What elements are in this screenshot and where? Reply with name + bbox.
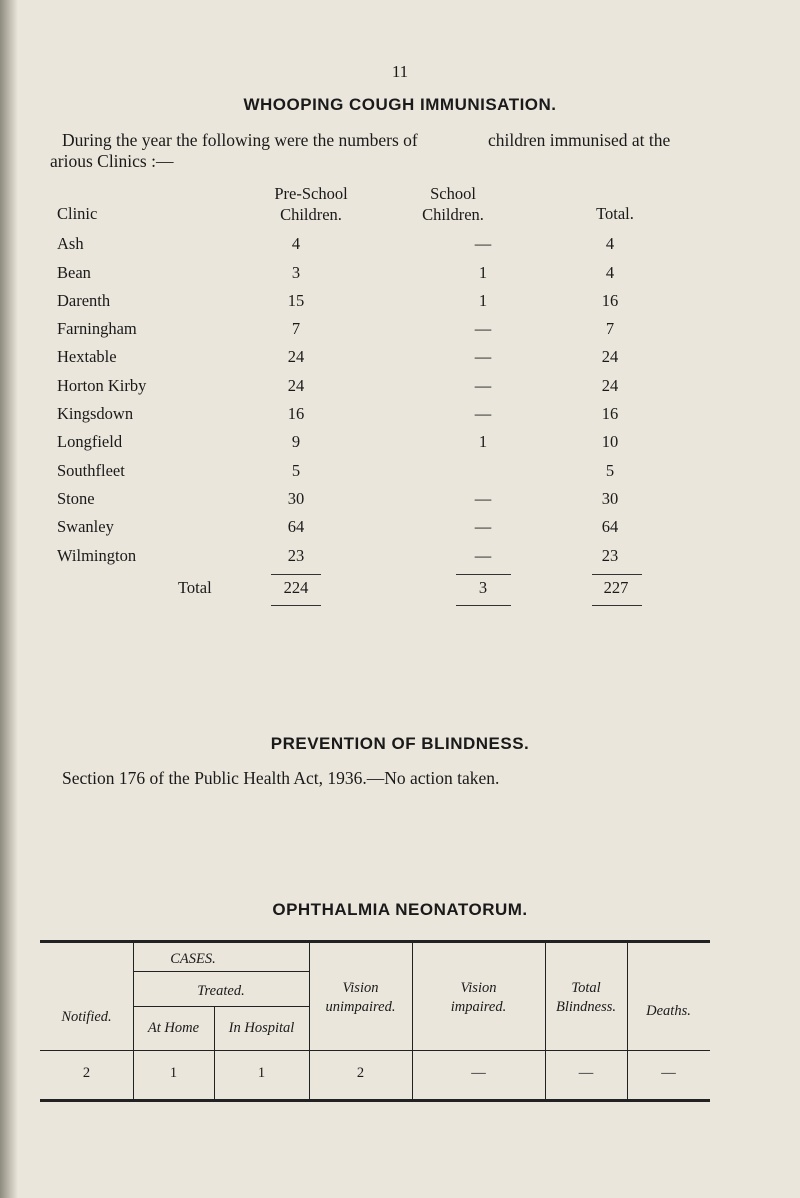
header-total-blindness-line1: Total (571, 980, 601, 996)
table-row (0, 319, 800, 343)
clinic-name: Hextable (57, 347, 117, 366)
clinic-name: Longfield (57, 432, 123, 451)
ophthalmia-table (40, 940, 710, 1103)
header-school-line1: School (430, 184, 476, 203)
header-total: Total. (596, 204, 634, 223)
total-label: Total (178, 578, 212, 597)
clinic-name: Stone (57, 489, 95, 508)
table-row (0, 432, 800, 456)
header-school (388, 183, 518, 225)
pre-school-count: 5 (291, 461, 301, 480)
school-count: 1 (478, 263, 488, 282)
total-count: 64 (601, 517, 619, 536)
clinic-name: Farningham (57, 319, 137, 338)
value-deaths: — (661, 1065, 676, 1081)
value-vision-impaired: — (471, 1065, 486, 1081)
header-cases: CASES. (170, 951, 216, 967)
total-rule-top (271, 574, 321, 575)
school-count: 1 (478, 432, 488, 451)
school-count: — (474, 489, 492, 508)
table-row (0, 234, 800, 258)
pre-school-count: 9 (291, 432, 301, 451)
header-vision-impaired-line2: impaired. (450, 999, 507, 1015)
table-row (0, 404, 800, 428)
school-count: — (474, 234, 492, 253)
total-count: 4 (605, 263, 615, 282)
table-row (0, 517, 800, 541)
total-count: 7 (605, 319, 615, 338)
school-count: — (474, 376, 492, 395)
header-vision-impaired-line1: Vision (460, 980, 497, 996)
pre-school-count: 3 (291, 263, 301, 282)
total-count: 30 (601, 489, 619, 508)
value-at-home: 1 (169, 1065, 178, 1081)
header-deaths: Deaths. (646, 1003, 691, 1019)
header-total-blindness (545, 979, 627, 1017)
value-in-hospital: 1 (257, 1065, 266, 1081)
intro-text-line2: arious Clinics :— (50, 151, 174, 171)
header-vision-unimpaired (309, 979, 412, 1017)
value-notified: 2 (82, 1065, 91, 1081)
school-count: — (474, 347, 492, 366)
total-rule-top (456, 574, 511, 575)
school-count: — (474, 546, 492, 565)
table-row (0, 546, 800, 570)
total-count: 24 (601, 347, 619, 366)
header-pre-school (246, 183, 376, 225)
intro-text-part1: During the year the following were the numbers of (62, 130, 418, 150)
table-row (0, 489, 800, 513)
header-vision-unimpaired-line1: Vision (342, 980, 379, 996)
pre-school-count: 7 (291, 319, 301, 338)
clinic-name: Bean (57, 263, 91, 282)
clinic-name: Horton Kirby (57, 376, 147, 395)
value-total-blindness: — (578, 1065, 594, 1081)
school-count: — (474, 319, 492, 338)
header-school-line2: Children. (422, 205, 484, 224)
table-row (0, 263, 800, 287)
clinic-name: Southfleet (57, 461, 125, 480)
header-pre-school-line1: Pre-School (274, 184, 348, 203)
total-count: 23 (601, 546, 619, 565)
total-rule-bottom (592, 605, 642, 606)
blindness-text: Section 176 of the Public Health Act, 1936.—No action taken. (62, 768, 500, 788)
total-rule-top (592, 574, 642, 575)
total-count: 4 (605, 234, 615, 253)
table-top-border (40, 940, 710, 943)
pre-school-count: 23 (287, 546, 305, 565)
school-count: — (474, 517, 492, 536)
table-row (0, 461, 800, 485)
whooping-cough-heading: WHOOPING COUGH IMMUNISATION. (243, 95, 557, 114)
clinic-name: Wilmington (57, 546, 137, 565)
page-number: 11 (391, 62, 409, 81)
clinic-name: Darenth (57, 291, 111, 310)
header-clinic: Clinic (57, 204, 98, 223)
blindness-heading: PREVENTION OF BLINDNESS. (270, 734, 530, 753)
pre-school-count: 24 (287, 376, 305, 395)
header-notified: Notified. (61, 1009, 112, 1025)
total-count: 24 (601, 376, 619, 395)
clinic-name: Ash (57, 234, 84, 253)
table-row (0, 347, 800, 371)
value-vision-unimpaired: 2 (356, 1065, 365, 1081)
school-count: 1 (478, 291, 488, 310)
table-row (0, 291, 800, 315)
total-pre-school: 224 (283, 578, 309, 597)
grand-total: 227 (603, 578, 629, 597)
table-row (0, 376, 800, 400)
total-rule-bottom (456, 605, 511, 606)
total-count: 5 (605, 461, 615, 480)
header-bottom-rule (40, 1050, 710, 1051)
header-vision-unimpaired-line2: unimpaired. (325, 999, 396, 1015)
intro-text-part2: children immunised at the (488, 130, 671, 150)
header-in-hospital: In Hospital (228, 1020, 295, 1036)
header-pre-school-line2: Children. (280, 205, 342, 224)
pre-school-count: 24 (287, 347, 305, 366)
header-treated: Treated. (197, 983, 245, 999)
cases-rule (133, 971, 309, 972)
table-bottom-border (40, 1099, 710, 1102)
treated-rule (133, 1006, 309, 1007)
pre-school-count: 30 (287, 489, 305, 508)
school-count: — (474, 404, 492, 423)
header-total-blindness-line2: Blindness. (555, 999, 616, 1015)
total-count: 16 (601, 404, 619, 423)
total-rule-bottom (271, 605, 321, 606)
pre-school-count: 15 (287, 291, 305, 310)
pre-school-count: 64 (287, 517, 305, 536)
total-school: 3 (478, 578, 488, 597)
ophthalmia-heading: OPHTHALMIA NEONATORUM. (272, 900, 528, 919)
header-vision-impaired (412, 979, 545, 1017)
total-count: 10 (601, 432, 619, 451)
total-count: 16 (601, 291, 619, 310)
page-edge-shadow (0, 0, 18, 1198)
header-at-home: At Home (147, 1020, 200, 1036)
clinic-name: Swanley (57, 517, 114, 536)
pre-school-count: 4 (291, 234, 301, 253)
pre-school-count: 16 (287, 404, 305, 423)
clinic-name: Kingsdown (57, 404, 134, 423)
